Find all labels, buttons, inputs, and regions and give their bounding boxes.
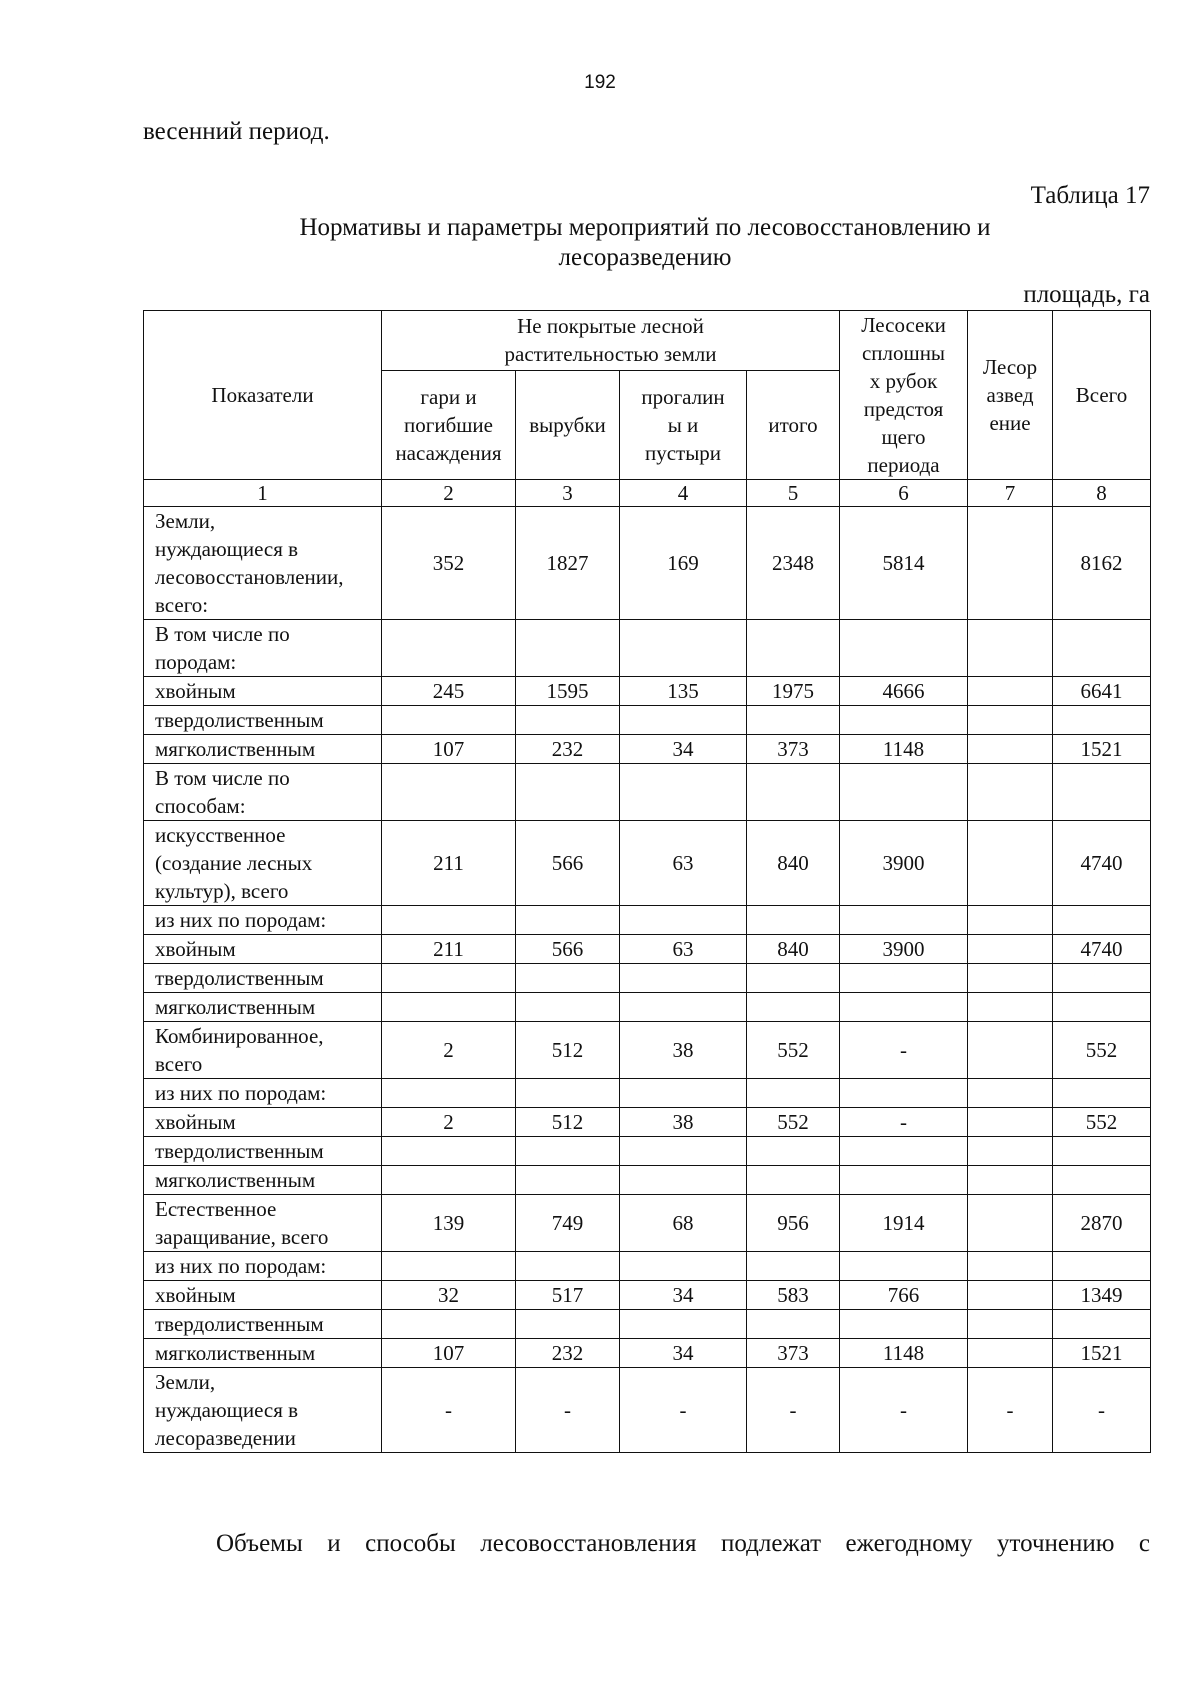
table-cell: - bbox=[840, 1022, 968, 1079]
table-cell bbox=[840, 1252, 968, 1281]
table-cell bbox=[1053, 1252, 1151, 1281]
row-label-line: лесовосстановлении, bbox=[155, 565, 344, 589]
table-cell: 8162 bbox=[1053, 507, 1151, 620]
table-cell bbox=[968, 507, 1053, 620]
table-cell bbox=[1053, 993, 1151, 1022]
row-label-line: Комбинированное, bbox=[155, 1024, 324, 1048]
row-label bbox=[144, 1079, 382, 1108]
row-label-line: Земли, bbox=[155, 509, 216, 533]
table-cell bbox=[968, 821, 1053, 906]
table-cell bbox=[840, 764, 968, 821]
table-cell bbox=[840, 993, 968, 1022]
row-label bbox=[144, 1368, 382, 1453]
table-cell bbox=[620, 1252, 747, 1281]
table-cell: 840 bbox=[747, 935, 840, 964]
row-label bbox=[144, 1252, 382, 1281]
table-cell bbox=[747, 1079, 840, 1108]
table-cell bbox=[840, 906, 968, 935]
row-label-line: хвойным bbox=[155, 1110, 236, 1134]
row-label bbox=[144, 935, 382, 964]
table-cell bbox=[968, 1022, 1053, 1079]
table-cell bbox=[1053, 964, 1151, 993]
row-label-line: хвойным bbox=[155, 937, 236, 961]
table-cell bbox=[747, 1310, 840, 1339]
table-row bbox=[144, 964, 1151, 993]
table-cell: 4740 bbox=[1053, 821, 1151, 906]
row-label-line: мягколиственным bbox=[155, 995, 316, 1019]
table-cell bbox=[516, 906, 620, 935]
table-cell bbox=[382, 906, 516, 935]
table-cell bbox=[382, 1310, 516, 1339]
row-label bbox=[144, 1137, 382, 1166]
row-label-line: Естественное bbox=[155, 1197, 277, 1221]
table-cell: 38 bbox=[620, 1022, 747, 1079]
table-cell: 34 bbox=[620, 1281, 747, 1310]
table-cell bbox=[1053, 1310, 1151, 1339]
table-cell bbox=[382, 706, 516, 735]
row-label bbox=[144, 1195, 382, 1252]
table-cell bbox=[516, 764, 620, 821]
page-number: 192 bbox=[584, 72, 616, 93]
table-cell: 2 bbox=[382, 1022, 516, 1079]
row-label-line: Земли, bbox=[155, 1370, 216, 1394]
row-label-line: из них по породам: bbox=[155, 1254, 327, 1278]
row-label-line: породам: bbox=[155, 650, 237, 674]
table-row bbox=[144, 1368, 1151, 1453]
table-row bbox=[144, 620, 1151, 677]
table-cell bbox=[968, 735, 1053, 764]
table-cell bbox=[747, 1166, 840, 1195]
table-cell bbox=[747, 964, 840, 993]
table-cell: 373 bbox=[747, 1339, 840, 1368]
table-title bbox=[140, 213, 1150, 273]
table-cell: 956 bbox=[747, 1195, 840, 1252]
table-row bbox=[144, 1166, 1151, 1195]
row-label bbox=[144, 906, 382, 935]
table-cell bbox=[516, 706, 620, 735]
table-cell bbox=[1053, 764, 1151, 821]
row-label-line: твердолиственным bbox=[155, 1312, 324, 1336]
table-cell bbox=[840, 620, 968, 677]
table-cell: 1914 bbox=[840, 1195, 968, 1252]
table-cell bbox=[747, 764, 840, 821]
table-cell bbox=[968, 1166, 1053, 1195]
header-burned-dead-stands: гари и погибшие насаждения bbox=[382, 370, 516, 479]
row-label bbox=[144, 821, 382, 906]
table-cell bbox=[516, 1166, 620, 1195]
table-cell bbox=[747, 620, 840, 677]
table-cell: 139 bbox=[382, 1195, 516, 1252]
table-row bbox=[144, 677, 1151, 706]
table-cell bbox=[747, 706, 840, 735]
table-cell: - bbox=[968, 1368, 1053, 1453]
table-cell: 1827 bbox=[516, 507, 620, 620]
table-cell bbox=[620, 993, 747, 1022]
row-label-line: искусственное bbox=[155, 823, 286, 847]
header-afforestation: Лесор азвед ение bbox=[968, 311, 1053, 480]
row-label bbox=[144, 507, 382, 620]
table-cell: 4740 bbox=[1053, 935, 1151, 964]
row-label bbox=[144, 1281, 382, 1310]
table-row bbox=[144, 735, 1151, 764]
table-cell: - bbox=[840, 1108, 968, 1137]
table-cell bbox=[968, 993, 1053, 1022]
table-cell bbox=[1053, 1166, 1151, 1195]
table-cell: - bbox=[516, 1368, 620, 1453]
row-label-line: твердолиственным bbox=[155, 966, 324, 990]
row-label bbox=[144, 620, 382, 677]
row-label-line: из них по породам: bbox=[155, 908, 327, 932]
row-label-line: культур), всего bbox=[155, 879, 289, 903]
column-number: 2 bbox=[382, 480, 516, 507]
row-label-line: хвойным bbox=[155, 1283, 236, 1307]
table-cell: 1148 bbox=[840, 1339, 968, 1368]
row-label-line: способам: bbox=[155, 794, 246, 818]
table-cell bbox=[968, 1281, 1053, 1310]
table-cell bbox=[620, 706, 747, 735]
table-cell bbox=[840, 1310, 968, 1339]
table-cell: 552 bbox=[1053, 1022, 1151, 1079]
table-cell bbox=[968, 1252, 1053, 1281]
header-unforested-lands: Не покрытые лесной растительностью земли bbox=[382, 311, 840, 371]
table-cell bbox=[516, 620, 620, 677]
table-cell bbox=[840, 1079, 968, 1108]
table-cell bbox=[968, 935, 1053, 964]
table-cell bbox=[968, 677, 1053, 706]
table-cell bbox=[1053, 620, 1151, 677]
table-cell bbox=[382, 1079, 516, 1108]
table-cell: - bbox=[840, 1368, 968, 1453]
column-number: 7 bbox=[968, 480, 1053, 507]
table-cell: 1148 bbox=[840, 735, 968, 764]
row-label-line: мягколиственным bbox=[155, 737, 316, 761]
table-row bbox=[144, 706, 1151, 735]
table-cell: - bbox=[382, 1368, 516, 1453]
column-number: 1 bbox=[144, 480, 382, 507]
table-row bbox=[144, 1339, 1151, 1368]
table-cell bbox=[968, 964, 1053, 993]
header-glades-wastelands: прогалин ы и пустыри bbox=[620, 370, 747, 479]
row-label-line: В том числе по bbox=[155, 766, 290, 790]
row-label bbox=[144, 706, 382, 735]
table-cell: 512 bbox=[516, 1022, 620, 1079]
table-cell bbox=[1053, 906, 1151, 935]
header-grand-total: Всего bbox=[1053, 311, 1151, 480]
table-cell: 840 bbox=[747, 821, 840, 906]
table-cell bbox=[516, 1310, 620, 1339]
table-cell: 63 bbox=[620, 821, 747, 906]
table-cell: 1521 bbox=[1053, 735, 1151, 764]
row-label-line: нуждающиеся в bbox=[155, 1398, 299, 1422]
table-cell bbox=[840, 964, 968, 993]
table-cell bbox=[968, 1339, 1053, 1368]
table-title-line: лесоразведению bbox=[558, 244, 732, 271]
table-cell: 5814 bbox=[840, 507, 968, 620]
table-cell: 517 bbox=[516, 1281, 620, 1310]
table-cell: 512 bbox=[516, 1108, 620, 1137]
table-cell bbox=[620, 1166, 747, 1195]
row-label-line: нуждающиеся в bbox=[155, 537, 299, 561]
table-cell bbox=[968, 1108, 1053, 1137]
table-row bbox=[144, 935, 1151, 964]
table-label: Таблица 17 bbox=[1030, 182, 1150, 209]
row-label bbox=[144, 1108, 382, 1137]
row-label-line: твердолиственным bbox=[155, 1139, 324, 1163]
table-cell: 232 bbox=[516, 735, 620, 764]
table-cell bbox=[747, 993, 840, 1022]
table-cell: 373 bbox=[747, 735, 840, 764]
table-cell bbox=[968, 764, 1053, 821]
table-cell: 68 bbox=[620, 1195, 747, 1252]
table-cell: 1975 bbox=[747, 677, 840, 706]
table-row bbox=[144, 1195, 1151, 1252]
column-number: 4 bbox=[620, 480, 747, 507]
table-cell bbox=[968, 1195, 1053, 1252]
table-cell bbox=[620, 1310, 747, 1339]
table-row bbox=[144, 1022, 1151, 1079]
table-row bbox=[144, 1079, 1151, 1108]
table-cell bbox=[620, 1079, 747, 1108]
table-cell bbox=[968, 1310, 1053, 1339]
table-title-line: Нормативы и параметры мероприятий по лесовосстановлению и bbox=[299, 214, 991, 241]
table-cell: 107 bbox=[382, 1339, 516, 1368]
table-cell bbox=[968, 1137, 1053, 1166]
table-cell bbox=[382, 1252, 516, 1281]
row-label-line: (создание лесных bbox=[155, 851, 313, 875]
header-indicators: Показатели bbox=[144, 311, 382, 480]
header-clearcuts: вырубки bbox=[516, 370, 620, 479]
table-cell: 566 bbox=[516, 821, 620, 906]
table-row bbox=[144, 1310, 1151, 1339]
row-label bbox=[144, 677, 382, 706]
table-cell: 63 bbox=[620, 935, 747, 964]
row-label-line: всего bbox=[155, 1052, 203, 1076]
table-cell: 352 bbox=[382, 507, 516, 620]
table-cell: 38 bbox=[620, 1108, 747, 1137]
table-cell bbox=[516, 1252, 620, 1281]
table-cell: 552 bbox=[747, 1022, 840, 1079]
table-cell bbox=[1053, 1079, 1151, 1108]
column-number-row bbox=[144, 480, 1151, 507]
table-cell: 552 bbox=[747, 1108, 840, 1137]
table-cell bbox=[516, 993, 620, 1022]
table-cell bbox=[968, 906, 1053, 935]
header-subtotal: итого bbox=[747, 370, 840, 479]
table-cell bbox=[516, 1079, 620, 1108]
table-cell: - bbox=[620, 1368, 747, 1453]
row-label bbox=[144, 964, 382, 993]
lead-text: весенний период. bbox=[143, 118, 330, 145]
table-row bbox=[144, 1137, 1151, 1166]
table-cell: 1595 bbox=[516, 677, 620, 706]
table-cell: 2348 bbox=[747, 507, 840, 620]
table-cell bbox=[968, 706, 1053, 735]
row-label-line: всего: bbox=[155, 593, 209, 617]
unit-label: площадь, га bbox=[1023, 281, 1150, 308]
table-cell: 1349 bbox=[1053, 1281, 1151, 1310]
row-label-line: из них по породам: bbox=[155, 1081, 327, 1105]
table-cell bbox=[620, 906, 747, 935]
table-cell: 6641 bbox=[1053, 677, 1151, 706]
row-label bbox=[144, 1310, 382, 1339]
table-cell: 32 bbox=[382, 1281, 516, 1310]
header-clearcut-areas: Лесосеки сплошны х рубок предстоя щего периода bbox=[840, 311, 968, 480]
table-cell bbox=[382, 620, 516, 677]
table-cell bbox=[382, 964, 516, 993]
table-cell bbox=[516, 964, 620, 993]
table-cell bbox=[516, 1137, 620, 1166]
table-cell bbox=[382, 1137, 516, 1166]
table-cell: - bbox=[1053, 1368, 1151, 1453]
table-cell bbox=[968, 620, 1053, 677]
table-row bbox=[144, 764, 1151, 821]
table-cell bbox=[1053, 706, 1151, 735]
table-cell bbox=[840, 1166, 968, 1195]
table-cell bbox=[382, 993, 516, 1022]
row-label-line: мягколиственным bbox=[155, 1341, 316, 1365]
table-cell: 245 bbox=[382, 677, 516, 706]
table-row bbox=[144, 906, 1151, 935]
row-label bbox=[144, 1022, 382, 1079]
table-cell: 211 bbox=[382, 935, 516, 964]
table-cell: 749 bbox=[516, 1195, 620, 1252]
table-row bbox=[144, 507, 1151, 620]
table-cell: 3900 bbox=[840, 821, 968, 906]
table-row bbox=[144, 1108, 1151, 1137]
table-cell: - bbox=[747, 1368, 840, 1453]
closing-text: Объемы и способы лесовосстановления подлежат ежегодному уточнению с bbox=[216, 1530, 1150, 1557]
table-cell: 2 bbox=[382, 1108, 516, 1137]
column-number: 8 bbox=[1053, 480, 1151, 507]
table-cell bbox=[840, 1137, 968, 1166]
row-label bbox=[144, 1339, 382, 1368]
row-label bbox=[144, 993, 382, 1022]
table-cell: 1521 bbox=[1053, 1339, 1151, 1368]
table-row bbox=[144, 1281, 1151, 1310]
table-cell bbox=[840, 706, 968, 735]
table-row bbox=[144, 821, 1151, 906]
table-cell bbox=[382, 764, 516, 821]
table-cell bbox=[747, 906, 840, 935]
table-cell bbox=[620, 620, 747, 677]
table-cell: 552 bbox=[1053, 1108, 1151, 1137]
table-cell: 107 bbox=[382, 735, 516, 764]
table-cell: 2870 bbox=[1053, 1195, 1151, 1252]
table-row bbox=[144, 993, 1151, 1022]
row-label bbox=[144, 764, 382, 821]
table-row bbox=[144, 1252, 1151, 1281]
table-cell bbox=[968, 1079, 1053, 1108]
column-number: 3 bbox=[516, 480, 620, 507]
table-cell bbox=[1053, 1137, 1151, 1166]
column-number: 5 bbox=[747, 480, 840, 507]
table-cell: 34 bbox=[620, 735, 747, 764]
row-label-line: лесоразведении bbox=[155, 1426, 296, 1450]
row-label bbox=[144, 1166, 382, 1195]
table-cell bbox=[620, 764, 747, 821]
row-label-line: твердолиственным bbox=[155, 708, 324, 732]
table-cell: 4666 bbox=[840, 677, 968, 706]
table-cell bbox=[382, 1166, 516, 1195]
table-cell: 583 bbox=[747, 1281, 840, 1310]
row-label-line: В том числе по bbox=[155, 622, 290, 646]
table-cell: 135 bbox=[620, 677, 747, 706]
table-cell bbox=[620, 1137, 747, 1166]
table-cell: 566 bbox=[516, 935, 620, 964]
row-label-line: заращивание, всего bbox=[155, 1225, 329, 1249]
row-label bbox=[144, 735, 382, 764]
table-cell: 3900 bbox=[840, 935, 968, 964]
table-cell: 232 bbox=[516, 1339, 620, 1368]
table-cell: 766 bbox=[840, 1281, 968, 1310]
table-cell bbox=[620, 964, 747, 993]
column-number: 6 bbox=[840, 480, 968, 507]
table-cell: 169 bbox=[620, 507, 747, 620]
norms-table bbox=[143, 310, 1151, 1453]
row-label-line: хвойным bbox=[155, 679, 236, 703]
table-cell: 211 bbox=[382, 821, 516, 906]
table-cell: 34 bbox=[620, 1339, 747, 1368]
row-label-line: мягколиственным bbox=[155, 1168, 316, 1192]
table-cell bbox=[747, 1252, 840, 1281]
table-cell bbox=[747, 1137, 840, 1166]
